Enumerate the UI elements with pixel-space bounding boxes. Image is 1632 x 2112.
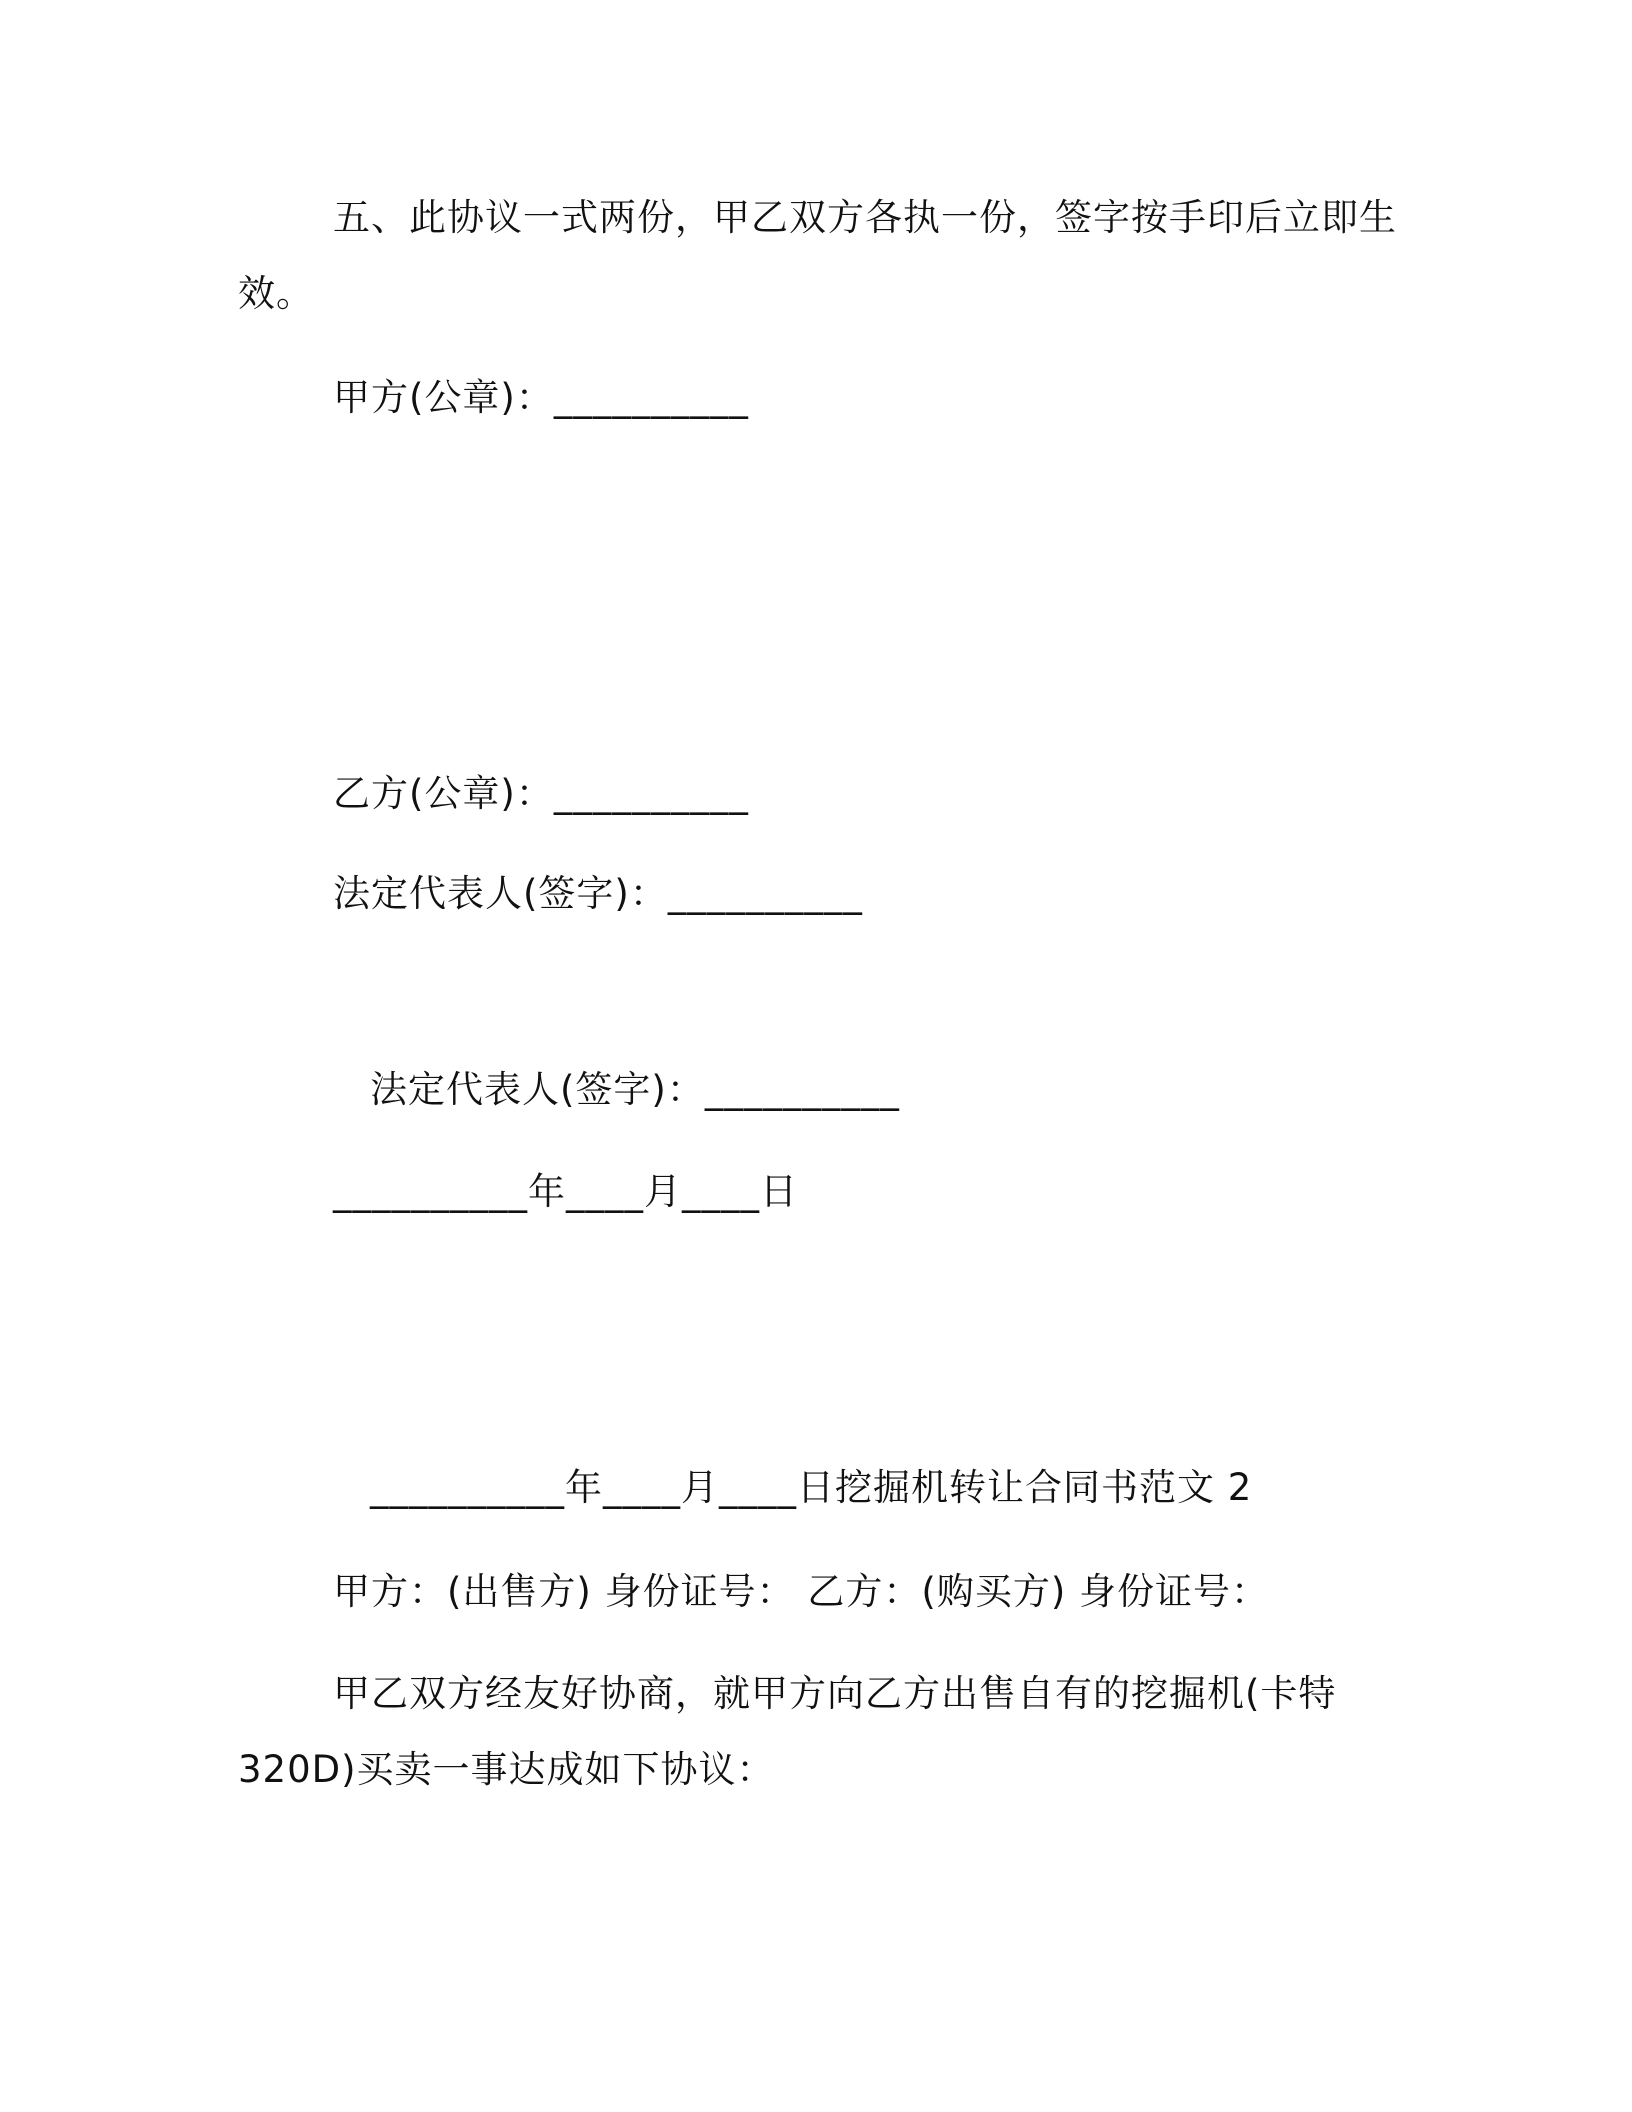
party-b-seal-field: 乙方(公章)：__________	[333, 772, 749, 815]
date-field: __________年____月____日	[333, 1170, 798, 1213]
intro-line1: 甲乙双方经友好协商，就甲方向乙方出售自有的挖掘机(卡特	[333, 1672, 1337, 1715]
clause-five-line2: 效。	[238, 272, 314, 315]
clause-five-line1: 五、此协议一式两份，甲乙双方各执一份，签字按手印后立即生	[333, 196, 1397, 239]
legal-rep-signature-field-2: 法定代表人(签字)：__________	[370, 1068, 900, 1111]
intro-line2: 320D)买卖一事达成如下协议：	[238, 1748, 775, 1791]
template-title: __________年____月____日挖掘机转让合同书范文 2	[370, 1466, 1253, 1509]
party-a-seal-field: 甲方(公章)：__________	[333, 376, 749, 419]
parties-id-line: 甲方：(出售方) 身份证号： 乙方：(购买方) 身份证号：	[333, 1570, 1270, 1613]
legal-rep-signature-field-1: 法定代表人(签字)：__________	[333, 872, 863, 915]
